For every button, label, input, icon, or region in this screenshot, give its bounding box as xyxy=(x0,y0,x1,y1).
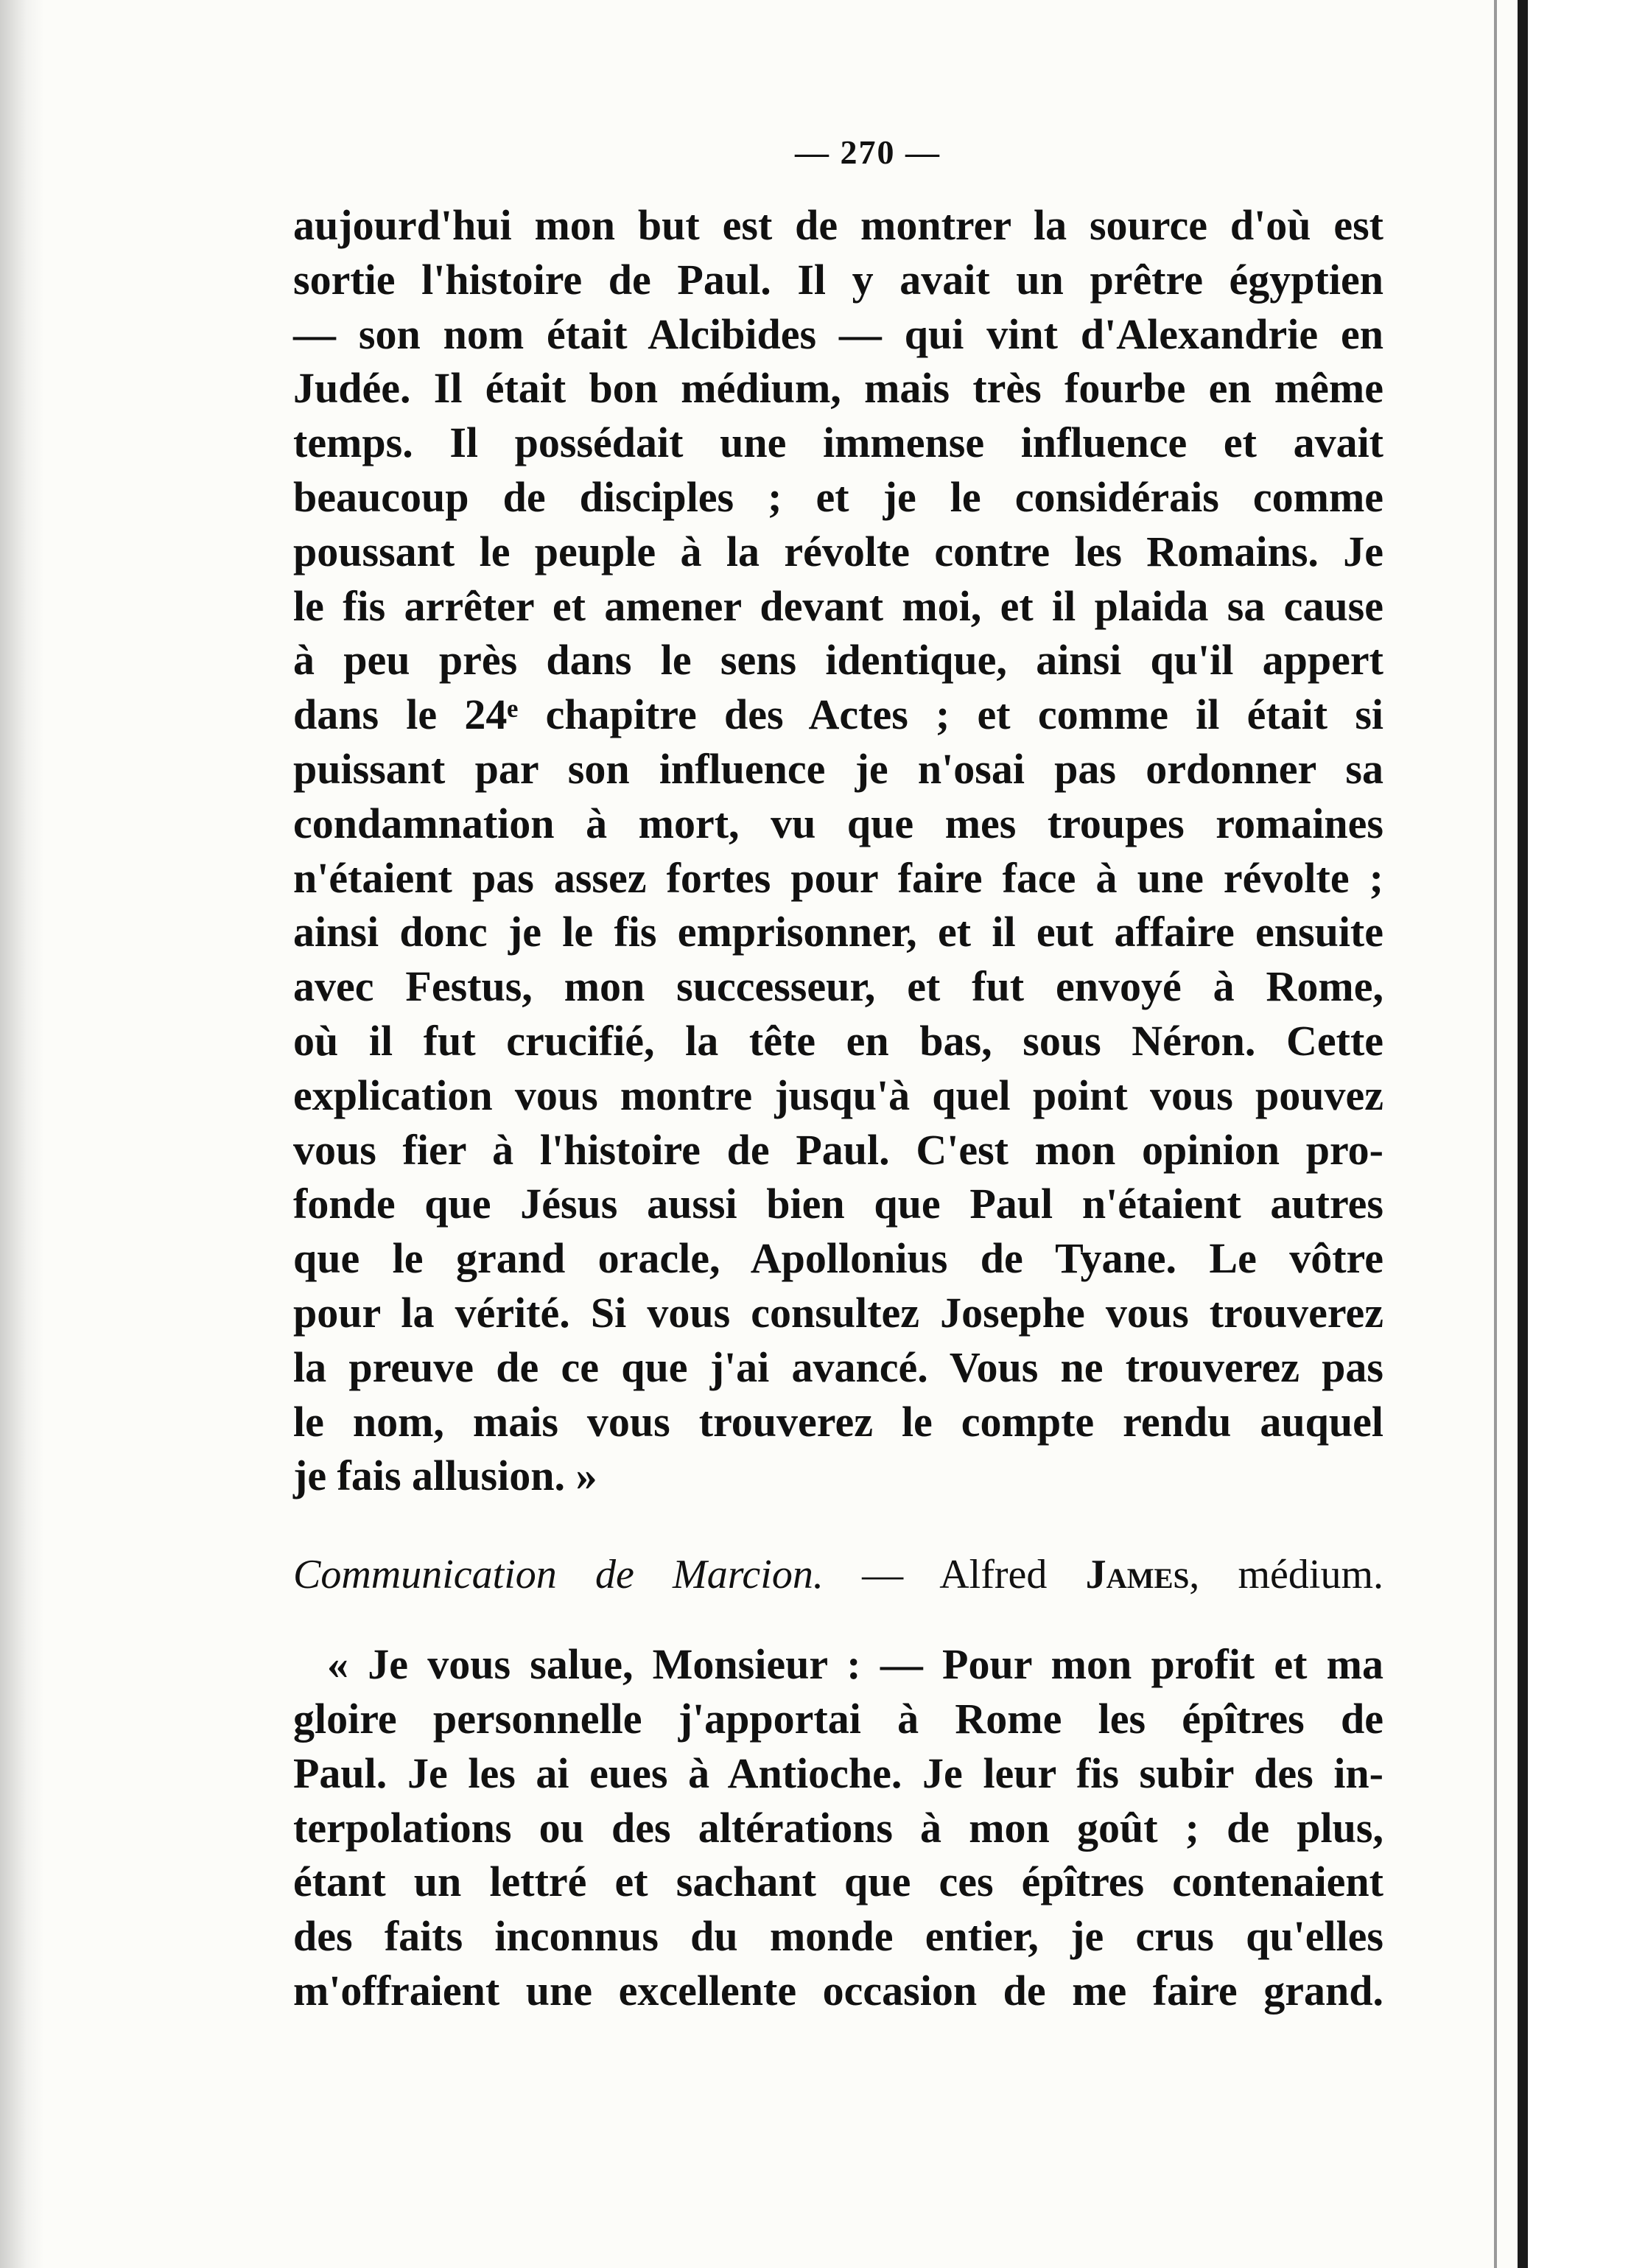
text-line: beaucoup de disciples ; et je le considérais comme xyxy=(293,472,1383,521)
text-line: explication vous montre jusqu'à quel point vous pouvez xyxy=(293,1071,1383,1119)
text-line: condamnation à mort, vu que mes troupes romaines xyxy=(293,799,1383,847)
text-line: aujourd'hui mon but est de montrer la source d'où est xyxy=(293,201,1383,249)
text-line: où il fut crucifié, la tête en bas, sous Néron. Cette xyxy=(293,1016,1383,1065)
heading-author-first: Alfred xyxy=(939,1552,1048,1598)
text-line: à peu près dans le sens identique, ainsi qu'il appert xyxy=(293,636,1383,685)
text-line: que le grand oracle, Apollonius de Tyane. Le vôtre xyxy=(293,1234,1383,1283)
heading-role: , médium. xyxy=(1189,1552,1384,1598)
text-line: temps. Il possédait une immense influence et avait xyxy=(293,419,1383,467)
text-line: poussant le peuple à la révolte contre les Romains. Je xyxy=(293,527,1383,575)
text-line: — son nom était Alcibides — qui vint d'Alexandrie en xyxy=(293,309,1383,358)
margin-rule xyxy=(1518,0,1528,2268)
text-line: ainsi donc je le fis emprisonner, et il eut affaire ensuite xyxy=(293,908,1383,956)
page-margin-right xyxy=(1528,0,1631,2268)
text-line: Judée. Il était bon médium, mais très fourbe en même xyxy=(293,364,1383,413)
heading-dash: — xyxy=(862,1552,904,1598)
heading-title: Communication de Marcion. xyxy=(293,1552,824,1598)
page-text xyxy=(293,133,1383,2018)
margin-rule-thin xyxy=(1494,0,1497,2268)
text-line: m'offraient une excellente occasion de me faire grand. xyxy=(293,1966,1383,2015)
text-line: la preuve de ce que j'ai avancé. Vous ne trouverez pas xyxy=(293,1343,1383,1391)
text-line: étant un lettré et sachant que ces épîtres contenaient xyxy=(293,1858,1383,1906)
text-line: fonde que Jésus aussi bien que Paul n'étaient autres xyxy=(293,1180,1383,1228)
text-line: gloire personnelle j'apportai à Rome les épîtres de xyxy=(293,1694,1383,1743)
text-line: terpolations ou des altérations à mon goût ; de plus, xyxy=(293,1803,1383,1852)
paragraph-1 xyxy=(293,198,1383,1503)
text-line: pour la vérité. Si vous consultez Josephe vous trouverez xyxy=(293,1288,1383,1337)
text-line: le fis arrêter et amener devant moi, et il plaida sa cause xyxy=(293,581,1383,630)
text-line: Paul. Je les ai eues à Antioche. Je leur fis subir des in- xyxy=(293,1749,1383,1797)
text-line: puissant par son influence je n'osai pas ordonner sa xyxy=(293,744,1383,793)
text-line: vous fier à l'histoire de Paul. C'est mon opinion pro- xyxy=(293,1125,1383,1174)
text-line: je fais allusion. » xyxy=(293,1452,597,1500)
text-line: dans le 24ᵉ chapitre des Actes ; et comme il était si xyxy=(293,690,1383,739)
text-line: des faits inconnus du monde entier, je crus qu'elles xyxy=(293,1912,1383,1961)
page-number: — 270 — xyxy=(795,133,941,171)
text-line: le nom, mais vous trouverez le compte rendu auquel xyxy=(293,1397,1383,1446)
text-line: avec Festus, mon successeur, et fut envoyé à Rome, xyxy=(293,962,1383,1011)
text-line: sortie l'histoire de Paul. Il y avait un prêtre égyptien xyxy=(293,255,1383,304)
paragraph-2 xyxy=(293,1637,1383,2018)
page-edge-shadow xyxy=(0,0,44,2268)
section-heading xyxy=(293,1547,1383,1602)
heading-author-last: James xyxy=(1085,1552,1190,1598)
text-line: « Je vous salue, Monsieur : — Pour mon profit et ma xyxy=(327,1640,1383,1689)
text-line: n'étaient pas assez fortes pour faire face à une révolte ; xyxy=(293,853,1383,902)
